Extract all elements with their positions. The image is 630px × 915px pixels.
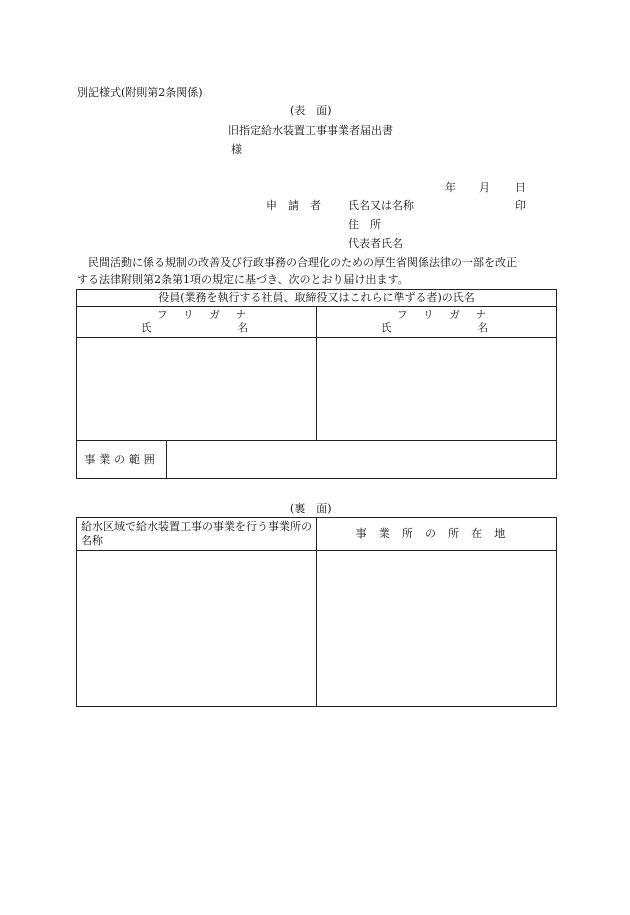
officer-names-field-right[interactable] xyxy=(317,338,557,441)
officers-table-header: 役員(業務を執行する社員、取締役又はこれらに準ずる者)の氏名 xyxy=(77,290,557,307)
furigana-char: ガ xyxy=(449,309,460,322)
applicant-label: 申 請 者 xyxy=(266,199,321,212)
furigana-char: リ xyxy=(183,309,194,322)
seal-mark: 印 xyxy=(515,199,526,212)
office-location-field[interactable] xyxy=(317,550,557,706)
office-name-field[interactable] xyxy=(77,550,317,706)
name-char: 名 xyxy=(477,322,489,334)
name-char: 氏 xyxy=(381,322,392,334)
applicant-name-label: 氏名又は名称 xyxy=(348,199,414,212)
body-text-line-2: する法律附則第2条第1項の規定に基づき、次のとおり届け出ます。 xyxy=(77,273,409,286)
furigana-char: リ xyxy=(423,309,434,322)
furigana-char: ナ xyxy=(475,309,487,322)
date-day: 日 xyxy=(515,181,526,194)
front-side-label: (表 面) xyxy=(290,104,332,117)
body-text-line-1: 民間活動に係る規制の改善及び行政事務の合理化のための厚生省関係法律の一部を改正 xyxy=(88,256,517,269)
date-year: 年 xyxy=(445,181,456,194)
form-title: 旧指定給水装置工事事業者届出書 xyxy=(228,124,393,137)
officer-name-header-left xyxy=(77,307,317,338)
office-name-header: 給水区域で給水装置工事の事業を行う事業所の名称 xyxy=(77,518,317,551)
date-month: 月 xyxy=(479,181,490,194)
back-side-label: (裏 面) xyxy=(290,502,332,515)
name-char: 氏 xyxy=(141,322,152,334)
back-table xyxy=(76,517,557,707)
furigana-char: フ xyxy=(397,309,408,322)
furigana-char: ガ xyxy=(209,309,220,322)
office-location-header: 事業所の所在地 xyxy=(317,518,557,551)
business-scope-field[interactable] xyxy=(167,441,557,479)
furigana-char: フ xyxy=(157,309,168,322)
applicant-rep-label: 代表者氏名 xyxy=(348,237,403,250)
addressee-sama: 様 xyxy=(231,143,242,156)
business-scope-label: 事業の範囲 xyxy=(77,441,167,479)
officer-names-field-left[interactable] xyxy=(77,338,317,441)
furigana-char: ナ xyxy=(235,309,246,322)
officers-table xyxy=(76,289,557,479)
name-char: 名 xyxy=(237,322,248,334)
applicant-address-label: 住 所 xyxy=(348,218,381,231)
attachment-label: 別記様式(附則第2条関係) xyxy=(77,86,203,99)
officer-name-header-right xyxy=(317,307,557,338)
